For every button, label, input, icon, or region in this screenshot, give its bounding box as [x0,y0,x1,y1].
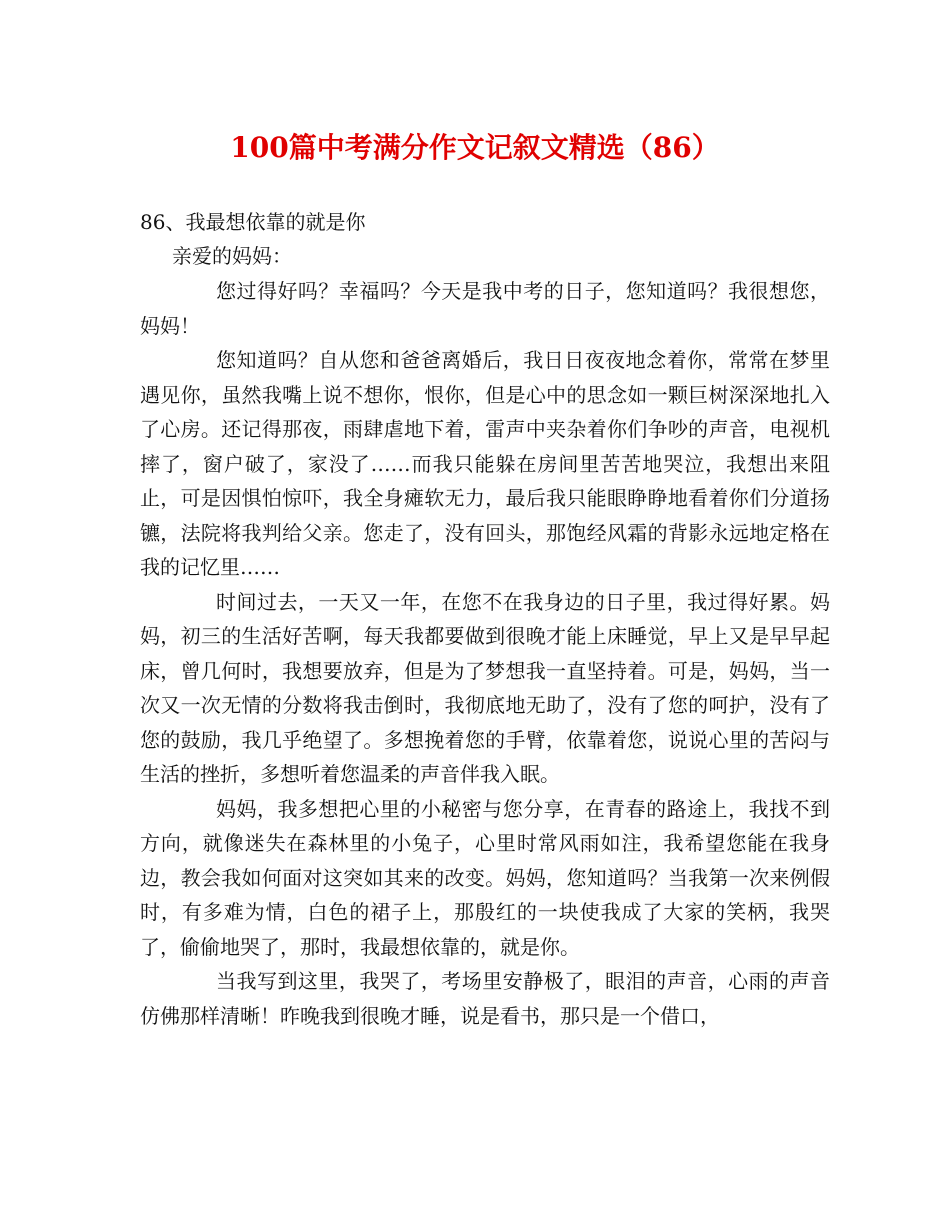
paragraph: 您知道吗？自从您和爸爸离婚后，我日日夜夜地念着你，常常在梦里遇见你，虽然我嘴上说不想你，恨你，但是心中的思念如一颗巨树深深地扎入了心房。还记得那夜，雨肆虐地下着，雷声中夹杂着你们争吵的声音，电视机摔了，窗户破了，家没了……而我只能躲在房间里苦苦地哭泣，我想出来阻止，可是因惧怕惊吓，我全身瘫软无力，最后我只能眼睁睁地看着你们分道扬镳，法院将我判给父亲。您走了，没有回头，那饱经风霜的背影永远地定格在我的记忆里…… [140,348,830,579]
document-title: 100篇中考满分作文记叙文精选（86） [230,131,720,164]
essay-heading: 86、我最想依靠的就是你 [140,210,366,234]
paragraph: 您过得好吗？幸福吗？今天是我中考的日子，您知道吗？我很想您，妈妈！ [140,279,830,338]
paragraph: 时间过去，一天又一年，在您不在我身边的日子里，我过得好累。妈妈，初三的生活好苦啊，每天我都要做到很晚才能上床睡觉，早上又是早早起床，曾几何时，我想要放弃，但是为了梦想我一直坚持着。可是，妈妈，当一次又一次无情的分数将我击倒时，我彻底地无助了，没有了您的呵护，没有了您的鼓励，我几乎绝望了。多想挽着您的手臂，依靠着您，说说心里的苦闷与生活的挫折，多想听着您温柔的声音伴我入眠。 [140,589,830,786]
paragraph: 妈妈，我多想把心里的小秘密与您分享，在青春的路途上，我找不到方向，就像迷失在森林里的小兔子，心里时常风雨如注，我希望您能在我身边，教会我如何面对这突如其来的改变。妈妈，您知道吗？当我第一次来例假时，有多难为情，白色的裙子上，那殷红的一块使我成了大家的笑柄，我哭了，偷偷地哭了，那时，我最想依靠的，就是你。 [140,796,830,959]
paragraph: 当我写到这里，我哭了，考场里安静极了，眼泪的声音，心雨的声音仿佛那样清晰！昨晚我到很晚才睡，说是看书，那只是一个借口， [140,969,830,1028]
letter-salutation: 亲爱的妈妈： [172,244,292,268]
essay-body [140,274,830,1033]
